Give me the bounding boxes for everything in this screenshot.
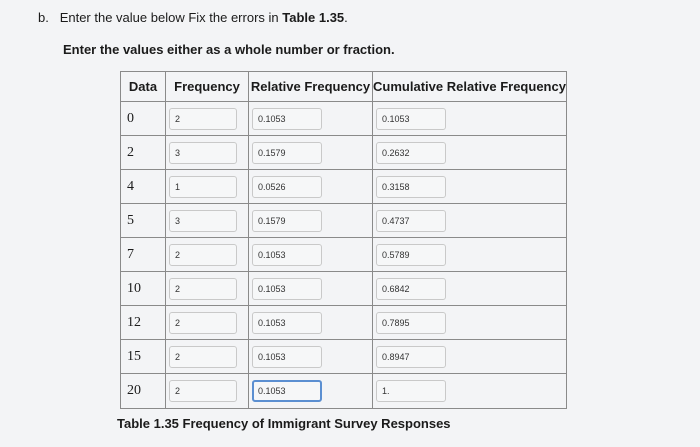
relative-frequency-input[interactable]: 0.0526 <box>252 176 322 198</box>
table-row <box>121 204 567 238</box>
relative-frequency-input[interactable]: 0.1053 <box>252 346 322 368</box>
table-row <box>121 136 567 170</box>
table-row <box>121 374 567 409</box>
frequency-input[interactable]: 3 <box>169 142 237 164</box>
frequency-input[interactable]: 2 <box>169 380 237 402</box>
data-value: 4 <box>121 170 166 204</box>
cumulative-relative-frequency-input[interactable]: 0.3158 <box>376 176 446 198</box>
header-frequency: Frequency <box>166 72 249 102</box>
cumulative-relative-frequency-input[interactable]: 0.7895 <box>376 312 446 334</box>
frequency-input[interactable]: 2 <box>169 312 237 334</box>
header-relative-frequency: Relative Frequency <box>249 72 373 102</box>
data-value: 12 <box>121 306 166 340</box>
cumulative-relative-frequency-input[interactable]: 0.1053 <box>376 108 446 130</box>
question-body: Enter the value below Fix the errors in <box>59 10 279 25</box>
data-value: 15 <box>121 340 166 374</box>
question-text <box>38 10 348 25</box>
frequency-input[interactable]: 3 <box>169 210 237 232</box>
frequency-input[interactable]: 2 <box>169 108 237 130</box>
relative-frequency-input[interactable]: 0.1053 <box>252 312 322 334</box>
relative-frequency-input[interactable]: 0.1053 <box>252 108 322 130</box>
relative-frequency-input[interactable]: 0.1053 <box>252 380 322 402</box>
table-row <box>121 272 567 306</box>
table-row <box>121 340 567 374</box>
frequency-input[interactable]: 2 <box>169 244 237 266</box>
frequency-input[interactable]: 2 <box>169 346 237 368</box>
table-reference: Table 1.35 <box>282 10 345 25</box>
table-caption: Table 1.35 Frequency of Immigrant Survey Responses <box>117 416 451 431</box>
relative-frequency-input[interactable]: 0.1579 <box>252 210 322 232</box>
data-value: 7 <box>121 238 166 272</box>
data-value: 5 <box>121 204 166 238</box>
frequency-input[interactable]: 1 <box>169 176 237 198</box>
cumulative-relative-frequency-input[interactable]: 0.2632 <box>376 142 446 164</box>
data-value: 20 <box>121 374 166 409</box>
frequency-input[interactable]: 2 <box>169 278 237 300</box>
question-label: b. <box>38 10 49 25</box>
cumulative-relative-frequency-input[interactable]: 0.8947 <box>376 346 446 368</box>
cumulative-relative-frequency-input[interactable]: 0.6842 <box>376 278 446 300</box>
header-cumulative-relative-frequency: Cumulative Relative Frequency <box>373 72 567 102</box>
relative-frequency-input[interactable]: 0.1053 <box>252 278 322 300</box>
cumulative-relative-frequency-input[interactable]: 0.4737 <box>376 210 446 232</box>
table-row <box>121 238 567 272</box>
table-row <box>121 306 567 340</box>
cumulative-relative-frequency-input[interactable]: 1. <box>376 380 446 402</box>
question-end: . <box>344 10 348 25</box>
instruction-text: Enter the values either as a whole number or fraction. <box>63 42 395 57</box>
frequency-table <box>120 71 567 409</box>
cumulative-relative-frequency-input[interactable]: 0.5789 <box>376 244 446 266</box>
data-value: 0 <box>121 102 166 136</box>
relative-frequency-input[interactable]: 0.1579 <box>252 142 322 164</box>
relative-frequency-input[interactable]: 0.1053 <box>252 244 322 266</box>
data-value: 2 <box>121 136 166 170</box>
header-data: Data <box>121 72 166 102</box>
data-value: 10 <box>121 272 166 306</box>
table-row <box>121 102 567 136</box>
table-row <box>121 170 567 204</box>
